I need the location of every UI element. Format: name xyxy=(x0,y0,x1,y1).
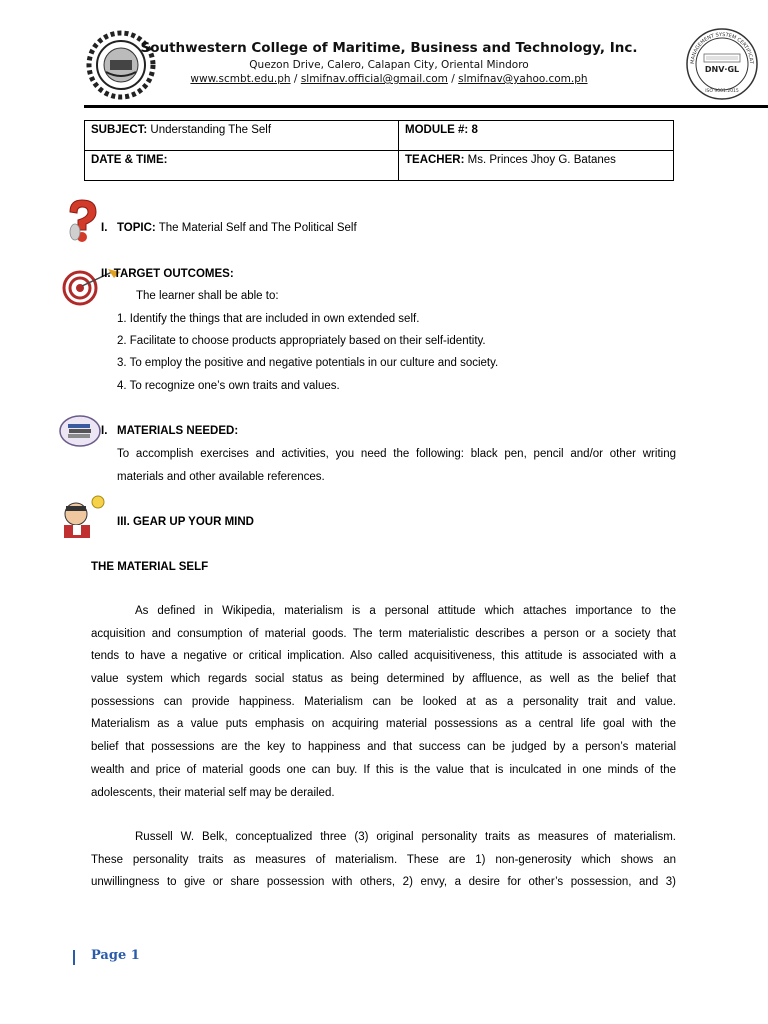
website-link[interactable]: www.scmbt.edu.ph xyxy=(190,73,291,85)
email-link-1[interactable]: slmifnav.official@gmail.com xyxy=(300,73,448,85)
materials-heading: I. MATERIALS NEEDED: xyxy=(101,425,239,437)
module-cell: MODULE #: 8 xyxy=(399,121,674,151)
topic-line: I. TOPIC: The Material Self and The Political Self xyxy=(101,222,357,234)
school-contacts: www.scmbt.edu.ph / slmifnav.official@gmail.com / slmifnav@yahoo.com.ph xyxy=(190,73,588,85)
header-rule xyxy=(84,105,768,108)
page-bar xyxy=(73,950,75,965)
page-number: Page 1 xyxy=(91,948,140,963)
thinking-person-icon xyxy=(60,494,108,545)
email-link-2[interactable]: slmifnav@yahoo.com.ph xyxy=(458,73,588,85)
school-address: Quezon Drive, Calero, Calapan City, Oriental Mindoro xyxy=(249,59,529,71)
paragraph-1: As defined in Wikipedia, materialism is a personal attitude which attaches importance to the acquisition and consumption of material goods. The term materialistic describes a person or a society that tends to have a negative or critical implication. Also called acquisitiveness, this attitude is associated with a value system which regards social status as being determined by affluence, as well as the belief that possessions can provide happiness. Materialism can be looked at as a personality trait and value. Materialism as a value puts emphasis on acquiring material possessions as a central life goal with the belief that possessions are the key to happiness and that success can be judged by a person’s material wealth and price of material goods one can buy. If this is the value that is inculcated in one minds of the adolescents, their material self may be derailed. xyxy=(91,605,676,799)
outcome-item: 4. To recognize one’s own traits and values. xyxy=(117,380,340,392)
iso-certification-seal xyxy=(684,26,760,102)
datetime-cell: DATE & TIME: xyxy=(85,151,399,181)
question-mark-icon xyxy=(64,198,100,249)
teacher-cell: TEACHER: Ms. Princes Jhoy G. Batanes xyxy=(399,151,674,181)
outcomes-intro: The learner shall be able to: xyxy=(136,290,279,302)
module-info-table xyxy=(84,120,674,181)
school-name: Southwestern College of Maritime, Business and Technology, Inc. xyxy=(140,40,638,56)
materials-text: To accomplish exercises and activities, you need the following: black pen, pencil and/or other writing materials and other available references. xyxy=(117,448,676,483)
gear-heading: III. GEAR UP YOUR MIND xyxy=(117,516,254,528)
books-icon xyxy=(58,414,102,453)
section-heading: THE MATERIAL SELF xyxy=(91,561,209,573)
outcome-item: 3. To employ the positive and negative potentials in our culture and society. xyxy=(117,357,499,369)
subject-cell: SUBJECT: Understanding The Self xyxy=(85,121,399,151)
cert-arc-text: MANAGEMENT SYSTEM CERTIFICAT xyxy=(689,31,755,65)
paragraph-2: Russell W. Belk, conceptualized three (3) original personality traits as measures of materialism. These personality traits as measures of materialism. These are 1) non-generosity which shows an unwillingness to give or share possession with others, 2) envy, a desire for other’s possession, and 3) xyxy=(91,831,676,889)
outcomes-heading: II. TARGET OUTCOMES: xyxy=(101,268,234,280)
cert-iso: ISO 9001:2015 xyxy=(705,89,739,94)
cert-label: DNV·GL xyxy=(704,65,740,74)
outcome-item: 2. Facilitate to choose products appropriately based on their self-identity. xyxy=(117,335,486,347)
outcome-item: 1. Identify the things that are included in own extended self. xyxy=(117,313,420,325)
